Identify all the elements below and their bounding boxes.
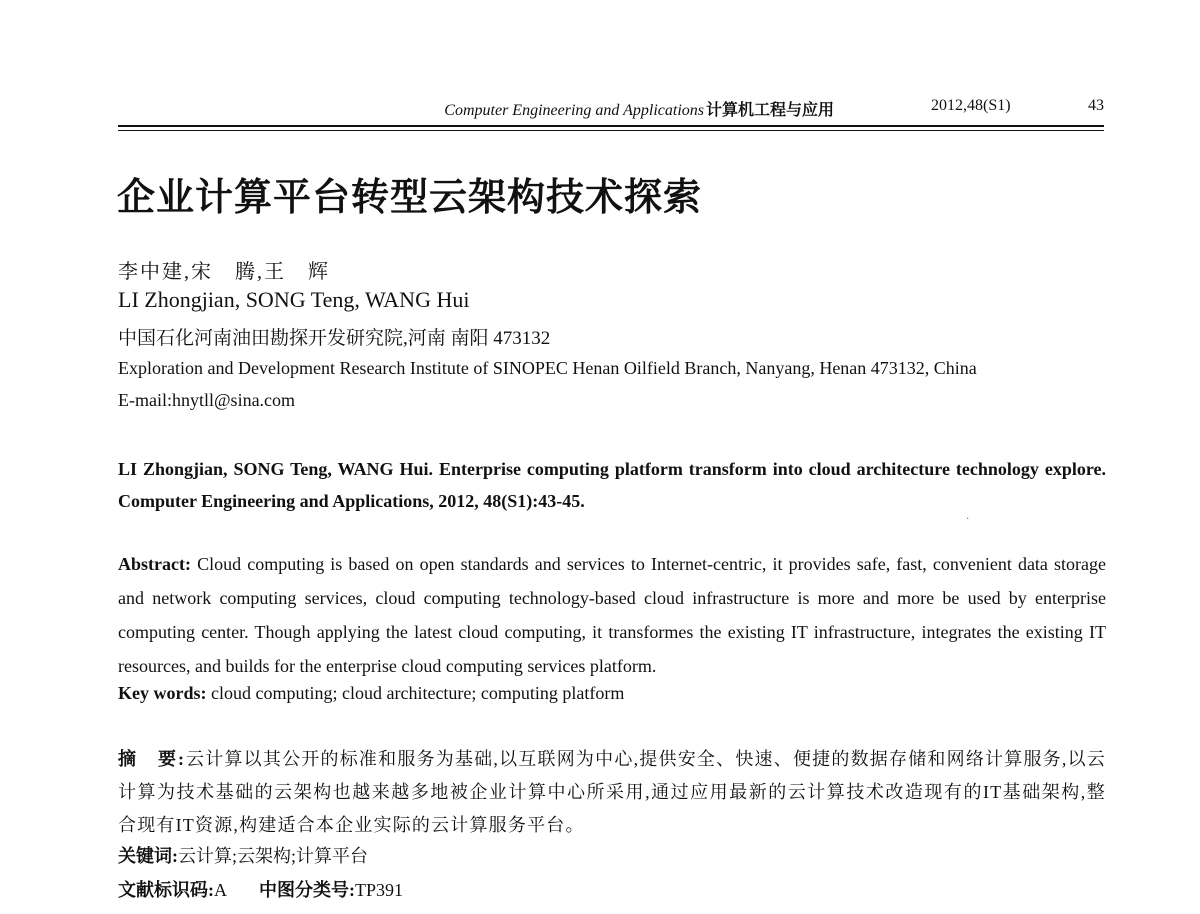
keywords-zh — [118, 842, 368, 868]
header-rule-thin — [118, 130, 1104, 131]
running-header — [118, 97, 1104, 121]
keywords-en-text: cloud computing; cloud architecture; computing platform — [211, 683, 625, 703]
abstract-zh-text: 云计算以其公开的标准和服务为基础,以互联网为中心,提供安全、快速、便捷的数据存储和网络计算服务,以云计算为技术基础的云架构也越来越多地被企业计算中心所采用,通过应用最新的云计算技术改造现有的IT基础架构,整合现有IT资源,构建适合本企业实际的云计算服务平台。 — [118, 749, 1106, 835]
journal-name-en: Computer Engineering and Applications — [444, 102, 704, 119]
authors-cn: 李中建,宋 腾,王 辉 — [118, 261, 330, 283]
keywords-zh-text: 云计算;云架构;计算平台 — [178, 846, 369, 866]
abstract-en — [118, 547, 1106, 683]
scan-speck: · — [966, 514, 970, 525]
citation: LI Zhongjian, SONG Teng, WANG Hui. Enterprise computing platform transform into cloud architecture technology explore. Computer Engineering and Applications, 2012, 48(S1):43-45. — [118, 459, 1106, 511]
affiliation-en: Exploration and Development Research Institute of SINOPEC Henan Oilfield Branch, Nanyang, Henan 473132, China — [118, 358, 977, 378]
affiliation-cn: 中国石化河南油田勘探开发研究院,河南 南阳 473132 — [118, 328, 551, 349]
classification — [118, 876, 403, 902]
clc-code: TP391 — [355, 880, 404, 900]
doc-code: A — [214, 880, 227, 900]
journal-name-zh: 计算机工程与应用 — [705, 102, 834, 119]
journal-name — [444, 97, 834, 120]
clc-label: 中图分类号: — [259, 880, 355, 900]
authors-en: LI Zhongjian, SONG Teng, WANG Hui — [118, 287, 470, 312]
abstract-en-label: Abstract: — [118, 554, 191, 574]
page-number: 43 — [1088, 97, 1104, 114]
paper-title: 企业计算平台转型云架构技术探索 — [117, 177, 703, 219]
keywords-en — [118, 683, 1106, 704]
doc-code-label: 文献标识码: — [118, 880, 214, 900]
abstract-zh — [118, 743, 1106, 842]
volume-issue: 2012,48(S1) — [931, 97, 1011, 114]
header-rule-thick — [118, 125, 1104, 127]
abstract-zh-label: 摘 要: — [118, 749, 187, 769]
keywords-zh-label: 关键词: — [118, 846, 178, 866]
author-email: E-mail:hnytll@sina.com — [118, 390, 296, 410]
abstract-en-text: Cloud computing is based on open standards and services to Internet-centric, it provides safe, fast, convenient data storage and network computing services, cloud computing technology-based cloud infrastructure is more and more be used by enterprise computing center. Though applying the latest cloud computing, it transformes the existing IT infrastructure, integrates the existing IT resources, and builds for the enterprise cloud computing services platform. — [118, 554, 1106, 676]
keywords-en-label: Key words: — [118, 683, 207, 703]
